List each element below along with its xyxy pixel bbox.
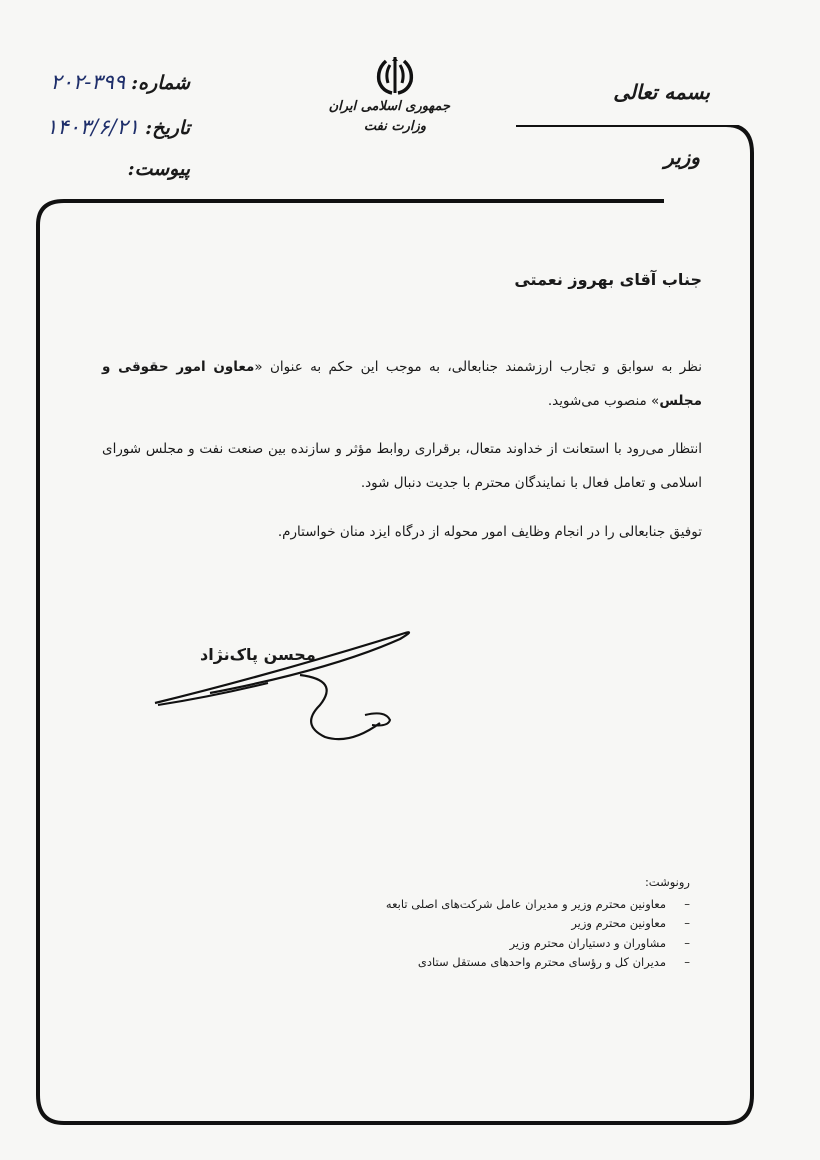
p1-text-a: نظر به سوابق و تجارب ارزشمند جنابعالی، به موجب این حکم به عنوان « xyxy=(254,359,702,375)
copies-item xyxy=(290,953,690,973)
minister-title: وزیر xyxy=(664,145,700,169)
copies-item xyxy=(290,895,690,915)
copies-item-text: معاونین محترم وزیر xyxy=(571,916,666,930)
number-field xyxy=(50,70,190,94)
org-ministry: وزارت نفت xyxy=(363,119,427,134)
dash-mark: – xyxy=(684,896,690,911)
p1-position-title: معاون امور حقوقی و مجلس xyxy=(102,359,702,409)
date-field xyxy=(46,115,190,139)
iran-emblem-icon xyxy=(373,55,417,97)
paragraph-expectation: انتظار می‌رود با استعانت از خداوند متعال، برقراری روابط مؤثر و سازنده بین صنعت نفت و مجلس شورای اسلامی و تعامل فعال با نمایندگان محترم با جدیت دنبال شود. xyxy=(102,441,702,491)
copies-list xyxy=(290,895,690,973)
org-emblem-block xyxy=(328,55,450,137)
dash-mark: – xyxy=(684,935,690,950)
dash-mark: – xyxy=(684,955,690,969)
number-value: ۲۰۲-۳۹۹ xyxy=(50,70,126,94)
bismillah-heading: بسمه تعالی xyxy=(613,80,710,104)
attachment-label: پیوست: xyxy=(127,158,190,180)
copies-item-text: معاونین محترم وزیر و مدیران عامل شرکت‌های اصلی تابعه xyxy=(385,896,666,911)
handwritten-signature xyxy=(150,625,420,750)
org-country: جمهوری اسلامی ایران xyxy=(328,99,450,114)
attachment-field xyxy=(128,158,190,180)
copies-item-text: مشاوران و دستیاران محترم وزیر xyxy=(509,935,666,950)
copies-item-text: مدیران کل و رؤسای محترم واحدهای مستقل ستادی xyxy=(417,955,666,969)
p1-text-b: » منصوب می‌شوید. xyxy=(547,393,660,409)
dash-mark: – xyxy=(684,916,690,930)
number-label: شماره: xyxy=(131,72,190,94)
date-value: ۱۴۰۳/۶/۲۱ xyxy=(46,115,140,139)
paragraph-appointment xyxy=(102,350,702,418)
addressee: جناب آقای بهروز نعمتی xyxy=(514,270,702,289)
date-label: تاریخ: xyxy=(145,117,190,139)
header-right xyxy=(613,80,710,104)
copies-item xyxy=(290,914,690,934)
copies-item xyxy=(290,934,690,954)
paragraph-wishes: توفیق جنابعالی را در انجام وظایف امور محوله از درگاه ایزد منان خواستارم. xyxy=(277,524,702,540)
copies-section xyxy=(290,873,690,973)
copies-title: رونوشت: xyxy=(644,875,690,889)
signer-name: محسن پاک‌نژاد xyxy=(200,645,316,664)
